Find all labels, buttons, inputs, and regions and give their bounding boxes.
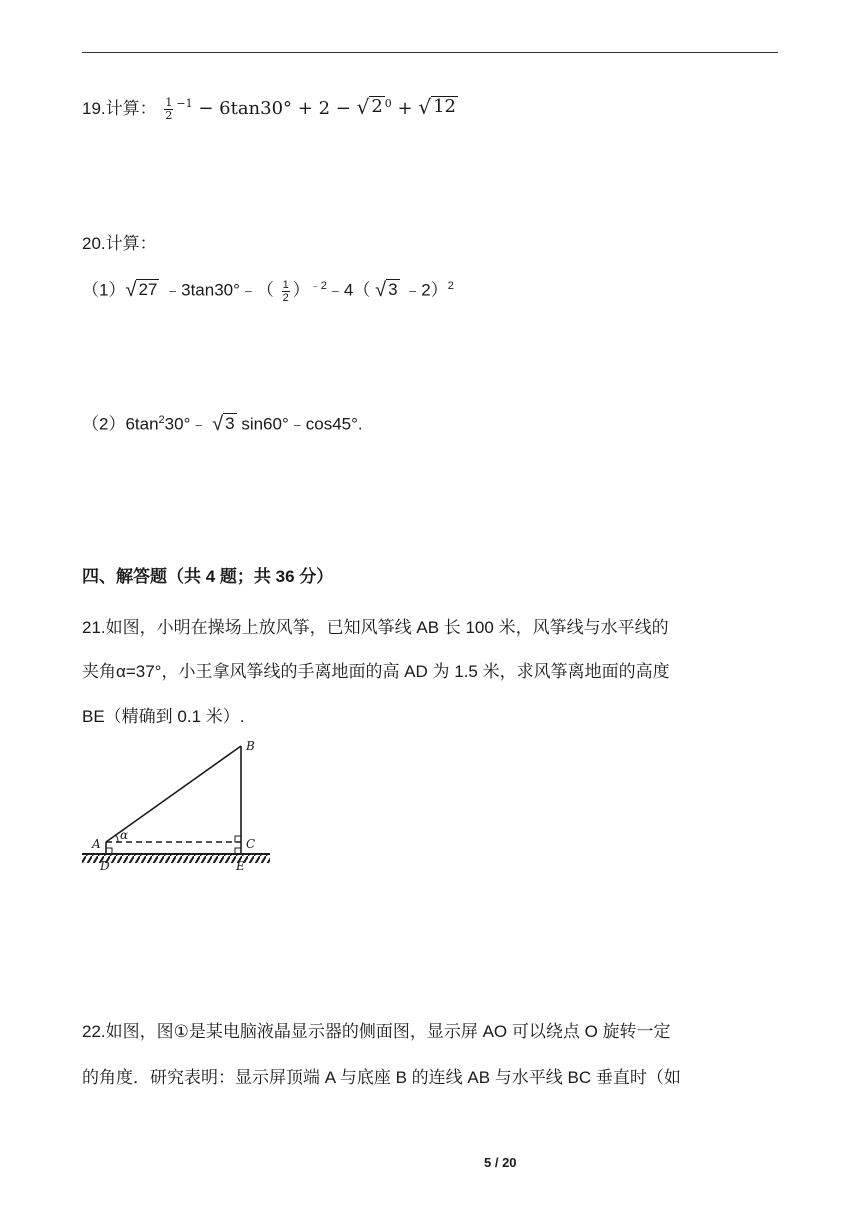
- label-c: C: [246, 837, 256, 851]
- label-b: B: [246, 739, 255, 753]
- q19-exponent-0: 0: [384, 97, 392, 110]
- q19-sqrt2: √ 2: [356, 95, 383, 119]
- q21-line-1: 21.如图，小明在操场上放风筝，已知风筝线 AB 长 100 米，风筝线与水平线的: [82, 618, 669, 637]
- q19-part-a: − 6tan30° + 2 −: [198, 98, 351, 119]
- q22-line-2: 的角度．研究表明：显示屏顶端 A 与底座 B 的连线 AB 与水平线 BC 垂直时（如: [82, 1068, 681, 1087]
- right-angle-c: [235, 836, 241, 842]
- label-a: A: [92, 837, 101, 851]
- q21-line-3: BE（精确到 0.1 米）.: [82, 707, 245, 726]
- label-alpha: α: [120, 828, 129, 842]
- q20-sqrt27: √ 27: [125, 278, 158, 301]
- q19-fraction: $\frac{1}{2}$: [165, 95, 173, 122]
- angle-arc: [116, 835, 118, 842]
- q19-sqrt12: √ 12: [418, 95, 456, 119]
- q19-expression: [161, 95, 458, 122]
- question-20-part-2: $(2)6\tan^230^\circ﹣$ √ 3 sin60°﹣cos45°.: [82, 412, 363, 435]
- q19-label: 19.计算：: [82, 99, 157, 118]
- question-20-label: 20.计算：: [82, 234, 157, 253]
- question-19: [82, 92, 458, 122]
- q20-fraction: $\frac{1}{2}$: [282, 278, 289, 304]
- label-d: D: [100, 859, 110, 873]
- header-rule: [82, 52, 778, 53]
- q21-line-2: 夹角α=37°，小王拿风筝线的手离地面的高 AD 为 1.5 米，求风筝离地面的高度: [82, 662, 670, 681]
- q22-line-1: 22.如图，图①是某电脑液晶显示器的侧面图，显示屏 AO 可以绕点 O 旋转一定: [82, 1022, 671, 1041]
- section-4-title: 四、解答题（共 4 题；共 36 分）: [82, 567, 334, 586]
- kite-figure: [80, 736, 275, 876]
- q20-sqrt3: √ 3: [375, 278, 398, 301]
- page-number: 5 / 20: [484, 1155, 517, 1170]
- q20-p2-sqrt3: √ 3: [212, 412, 235, 435]
- q19-exponent-neg1: −1: [176, 97, 193, 110]
- question-20-part-1: （1） √ 27 ﹣3tan30°﹣（ $\frac{1}{2}$ ）$^{﹣2}$﹣4（ √ 3 ﹣2）$^2$: [82, 278, 454, 304]
- q19-plus: +: [397, 98, 413, 119]
- label-e: E: [236, 859, 245, 873]
